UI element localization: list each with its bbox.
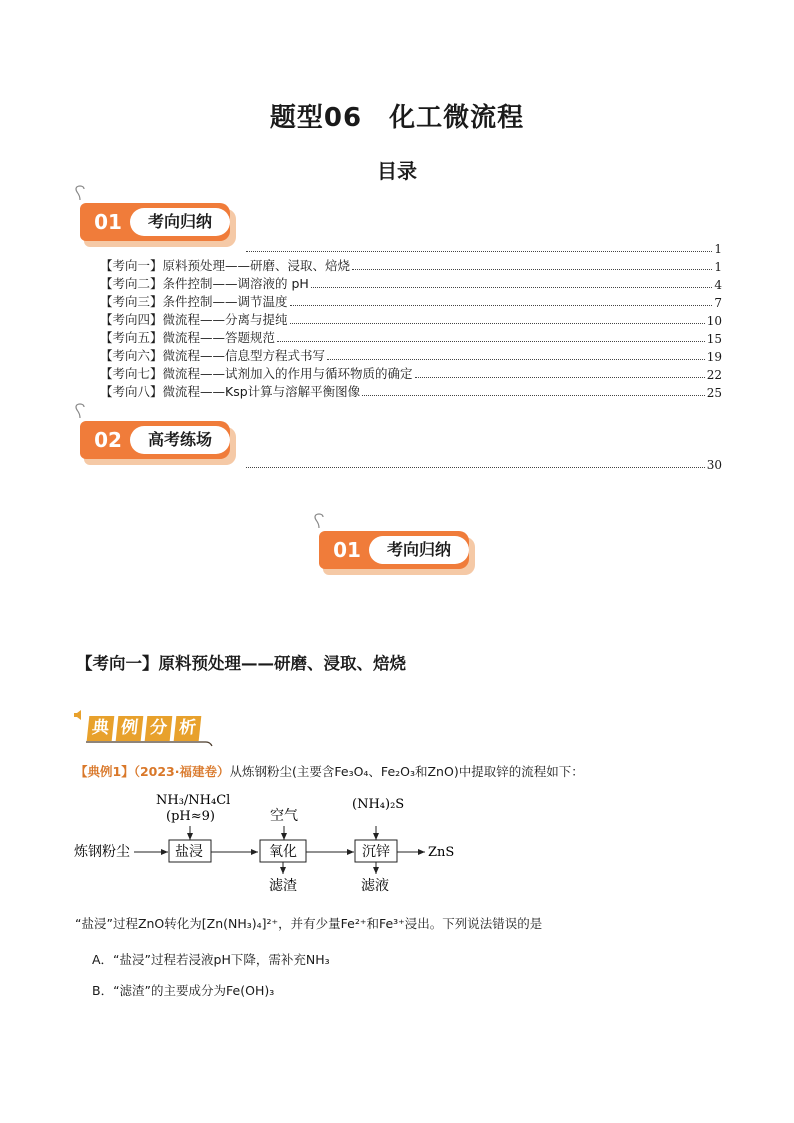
tag-char: 分 (145, 716, 173, 741)
flow-reagent3: (NH₄)₂S (352, 797, 405, 812)
toc-label: 【考向四】微流程——分离与提纯 (100, 312, 288, 327)
flow-reagent2: 空气 (270, 808, 298, 824)
flow-step2: 氧化 (269, 844, 297, 860)
toc-page: 25 (706, 386, 722, 400)
tag-char: 析 (174, 716, 202, 741)
toc-row[interactable] (100, 382, 722, 400)
option-a[interactable]: A．“盐浸”过程若浸液pH下降，需补充NH₃ (92, 952, 330, 967)
badge-label: 考向归纳 (130, 208, 230, 236)
flow-waste3: 滤液 (361, 878, 389, 894)
badge-label: 考向归纳 (369, 536, 469, 564)
section-badge-3 (319, 531, 475, 573)
question-text: 从炼钢粉尘(主要含Fe₃O₄、Fe₂O₃和ZnO)中提取锌的流程如下： (229, 764, 584, 779)
toc-label: 【考向七】微流程——试剂加入的作用与循环物质的确定 (100, 366, 413, 381)
tag-char: 典 (87, 716, 115, 741)
toc-page: 30 (706, 458, 722, 472)
toc-page: 10 (706, 314, 722, 328)
tag-char: 例 (116, 716, 144, 741)
toc-row-section1[interactable] (246, 238, 722, 256)
flow-reagent1-line2: (pH≈9) (166, 809, 215, 824)
toc-page: 1 (714, 260, 722, 274)
toc-row[interactable] (100, 364, 722, 382)
toc-row[interactable] (100, 328, 722, 346)
toc-page: 4 (714, 278, 722, 292)
badge-label: 高考练场 (130, 426, 230, 454)
toc-label: 【考向三】条件控制——调节温度 (100, 294, 288, 309)
section-badge-2 (80, 421, 236, 463)
flow-product: ZnS (428, 845, 455, 860)
toc-heading: 目录 (377, 159, 417, 183)
toc-row-section2[interactable] (246, 454, 722, 472)
toc-page: 19 (706, 350, 722, 364)
flow-diagram (70, 788, 490, 898)
speaker-icon (72, 708, 86, 722)
hook-icon (74, 183, 86, 201)
example-source: （2023·福建卷） (133, 764, 230, 779)
page-title: 题型06 化工微流程 (269, 103, 525, 133)
toc-label: 【考向二】条件控制——调溶液的 pH (100, 276, 309, 291)
toc-page: 22 (706, 368, 722, 382)
toc-label: 【考向六】微流程——信息型方程式书写 (100, 348, 326, 363)
section-heading: 【考向一】原料预处理——研磨、浸取、焙烧 (76, 654, 406, 673)
hook-icon (313, 511, 325, 529)
question-line (75, 762, 584, 780)
toc-row[interactable] (100, 274, 722, 292)
badge-number: 01 (333, 538, 361, 562)
toc-row[interactable] (100, 292, 722, 310)
flow-step3: 沉锌 (362, 844, 390, 860)
flow-start: 炼钢粉尘 (74, 844, 130, 860)
toc-label: 【考向五】微流程——答题规范 (100, 330, 276, 345)
toc-label: 【考向一】原料预处理——研磨、浸取、焙烧 (100, 258, 351, 273)
book-underline-icon (86, 738, 216, 748)
section-badge-1 (80, 203, 236, 245)
flow-waste2: 滤渣 (269, 878, 297, 894)
badge-number: 01 (94, 210, 122, 234)
toc-page: 7 (714, 296, 722, 310)
flow-reagent1-line1: NH₃/NH₄Cl (156, 793, 231, 808)
hook-icon (74, 401, 86, 419)
toc-page: 15 (706, 332, 722, 346)
flow-step1: 盐浸 (175, 844, 203, 860)
example-label: 【典例1】 (75, 764, 134, 779)
toc-row[interactable] (100, 310, 722, 328)
option-b[interactable]: B．“滤渣”的主要成分为Fe(OH)₃ (92, 983, 275, 998)
toc-row[interactable] (100, 346, 722, 364)
toc-row[interactable] (100, 256, 722, 274)
question-stem: “盐浸”过程ZnO转化为[Zn(NH₃)₄]²⁺，并有少量Fe²⁺和Fe³⁺浸出。下列说法错误的是 (75, 916, 543, 931)
badge-number: 02 (94, 428, 122, 452)
toc-label: 【考向八】微流程——Ksp计算与溶解平衡图像 (100, 384, 361, 399)
toc-page: 1 (714, 242, 722, 256)
